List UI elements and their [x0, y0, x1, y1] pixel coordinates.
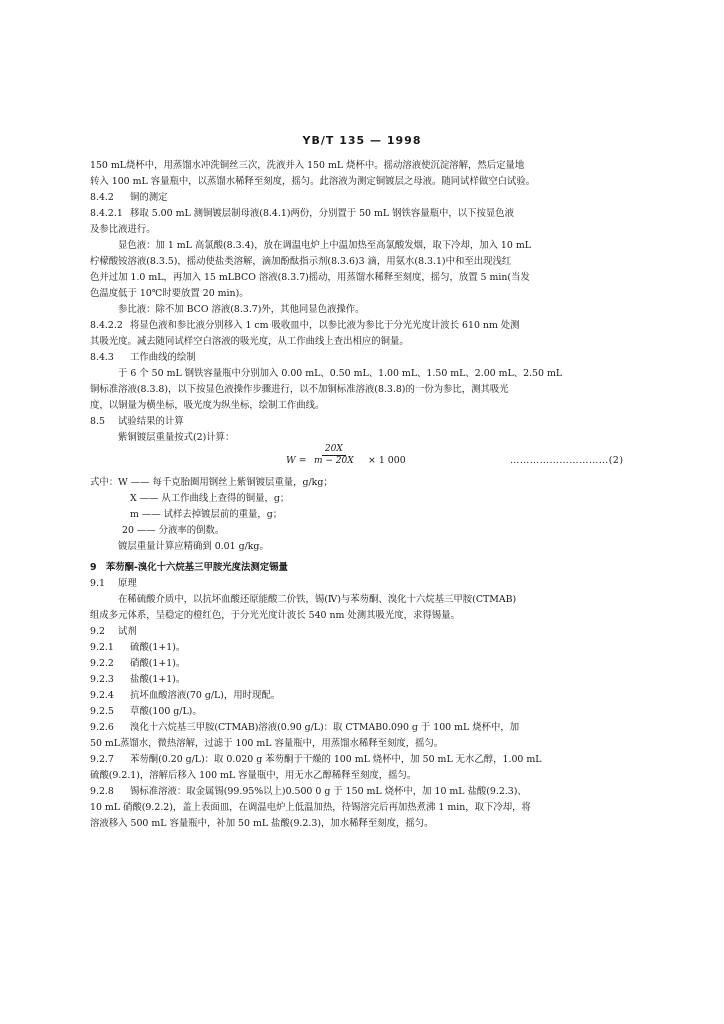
where-line: 式中：W —— 每千克胎圈用钢丝上紫铜镀层重量，g/kg； [90, 477, 333, 488]
subsection-heading: 9.2 试剂 [90, 626, 137, 637]
reagent-item: 9.2.7 苯芴酮(0.20 g/L)：取 0.020 g 苯芴酮于干燥的 100 mL 烧杯中，加 50 mL 无水乙醇，1.00 mL [90, 754, 542, 765]
text-line: 色并过加 1.0 mL，再加入 15 mLBCO 溶液(8.3.7)摇动，用蒸馏水稀释至刻度，摇匀，放置 5 min(当发 [90, 272, 530, 283]
subsection-heading: 9.1 原理 [90, 578, 137, 589]
text-line: 组成多元体系，呈稳定的橙红色，于分光光度计波长 540 nm 处测其吸光度，求得锡量。 [90, 610, 460, 621]
text-line: 硫酸(9.2.1)，溶解后移入 100 mL 容量瓶中，用无水乙醇稀释至刻度，摇匀。 [90, 770, 417, 781]
reagent-item: 9.2.3 盐酸(1+1)。 [90, 674, 186, 685]
formula-lhs: W = [286, 455, 307, 466]
text-line: 于 6 个 50 mL 钢铁容量瓶中分别加入 0.00 mL、0.50 mL、1.00 mL、1.50 mL、2.00 mL、2.50 mL [118, 368, 563, 379]
clause-line: 8.4.2.1 移取 5.00 mL 测铜镀层制母液(8.4.1)两份，分别置于 50 mL 钢铁容量瓶中，以下按显色液 [90, 208, 514, 219]
formula-denominator: m − 20X [314, 456, 354, 466]
subsection-heading: 8.4.2 铜的测定 [90, 192, 168, 203]
subsection-heading: 8.5 试验结果的计算 [90, 416, 184, 427]
text-line: 150 mL烧杯中，用蒸馏水冲洗铜丝三次，洗液并入 150 mL 烧杯中。摇动溶液使沉淀溶解，然后定量地 [90, 160, 525, 171]
text-line: 其吸光度。减去随同试样空白溶液的吸光度，从工作曲线上查出相应的铜量。 [90, 336, 409, 347]
section-heading: 9 苯芴酮-溴化十六烷基三甲胺光度法测定锡量 [90, 562, 288, 573]
text-line: 紫铜镀层重量按式(2)计算： [118, 432, 235, 443]
text-line: 及参比液进行。 [90, 224, 156, 235]
reagent-item: 9.2.8 锡标准溶液：取金属锡(99.95%以上)0.500 0 g 于 150 mL 烧杯中，加 10 mL 盐酸(9.2.3)、 [90, 786, 527, 797]
reagent-item: 9.2.2 硝酸(1+1)。 [90, 658, 186, 669]
formula-numerator: 20X [322, 444, 346, 456]
text-line: 参比液：除不加 BCO 溶液(8.3.7)外，其他同显色液操作。 [118, 304, 365, 315]
page-header: YB/T 135 — 1998 [302, 134, 422, 147]
text-line: 铜标准溶液(8.3.8)，以下按显色液操作步骤进行，以不加铜标准溶液(8.3.8)的一份为参比，测其吸光 [90, 384, 509, 395]
formula-2 [90, 444, 638, 471]
text-line: 色温度低于 10℃时要放置 20 min)。 [90, 288, 249, 299]
reagent-item: 9.2.5 草酸(100 g/L)。 [90, 706, 202, 717]
text-line: 10 mL 硝酸(9.2.2)，盖上表面皿，在调温电炉上低温加热，待锡溶完后再加热煮沸 1 min，取下冷却，将 [90, 802, 531, 813]
clause-line: 8.4.2.2 将显色液和参比液分别移入 1 cm 吸收皿中，以参比液为参比于分光光度计波长 610 nm 处测 [90, 320, 520, 331]
reagent-item: 9.2.1 硫酸(1+1)。 [90, 642, 186, 653]
where-line: m —— 试样去掉镀层前的重量，g； [130, 509, 283, 520]
text-line: 50 mL蒸馏水，微热溶解，过滤于 100 mL 容量瓶中，用蒸馏水稀释至刻度，摇匀。 [90, 738, 444, 749]
text-line: 柠檬酸铵溶液(8.3.5)，摇动使盐类溶解，滴加酚酞指示剂(8.3.6)3 滴，用氨水(8.3.1)中和至出现浅红 [90, 256, 512, 267]
where-line: 20 —— 分液率的倒数。 [122, 525, 225, 536]
formula-multiplier: × 1 000 [368, 455, 406, 466]
text-line: 镀层重量计算应精确到 0.01 g/kg。 [118, 541, 269, 552]
document-body [90, 158, 638, 832]
formula-number: …………………………(2) [510, 455, 624, 466]
reagent-item: 9.2.6 溴化十六烷基三甲胺(CTMAB)溶液(0.90 g/L)：取 CTMAB0.090 g 于 100 mL 烧杯中，加 [90, 722, 520, 733]
subsection-heading: 8.4.3 工作曲线的绘制 [90, 352, 196, 363]
text-line: 度，以铜量为横坐标，吸光度为纵坐标，绘制工作曲线。 [90, 400, 325, 411]
where-line: X —— 从工作曲线上查得的铜量，g； [130, 493, 290, 504]
text-line: 在稀硫酸介质中，以抗坏血酸还原能酸二价铁，锡(Ⅳ)与苯芴酮、溴化十六烷基三甲胺(CTMAB) [118, 594, 517, 605]
text-line: 转入 100 mL 容量瓶中，以蒸馏水稀释至刻度，摇匀。此溶液为测定铜镀层之母液。随同试样做空白试验。 [90, 176, 536, 187]
formula-fraction [314, 444, 354, 467]
text-line: 溶液移入 500 mL 容量瓶中，补加 50 mL 盐酸(9.2.3)，加水稀释至刻度，摇匀。 [90, 818, 434, 829]
reagent-item: 9.2.4 抗坏血酸溶液(70 g/L)，用时现配。 [90, 690, 281, 701]
text-line: 显色液：加 1 mL 高氯酸(8.3.4)，放在调温电炉上中温加热至高氯酸发烟，取下冷却，加入 10 mL [118, 240, 531, 251]
